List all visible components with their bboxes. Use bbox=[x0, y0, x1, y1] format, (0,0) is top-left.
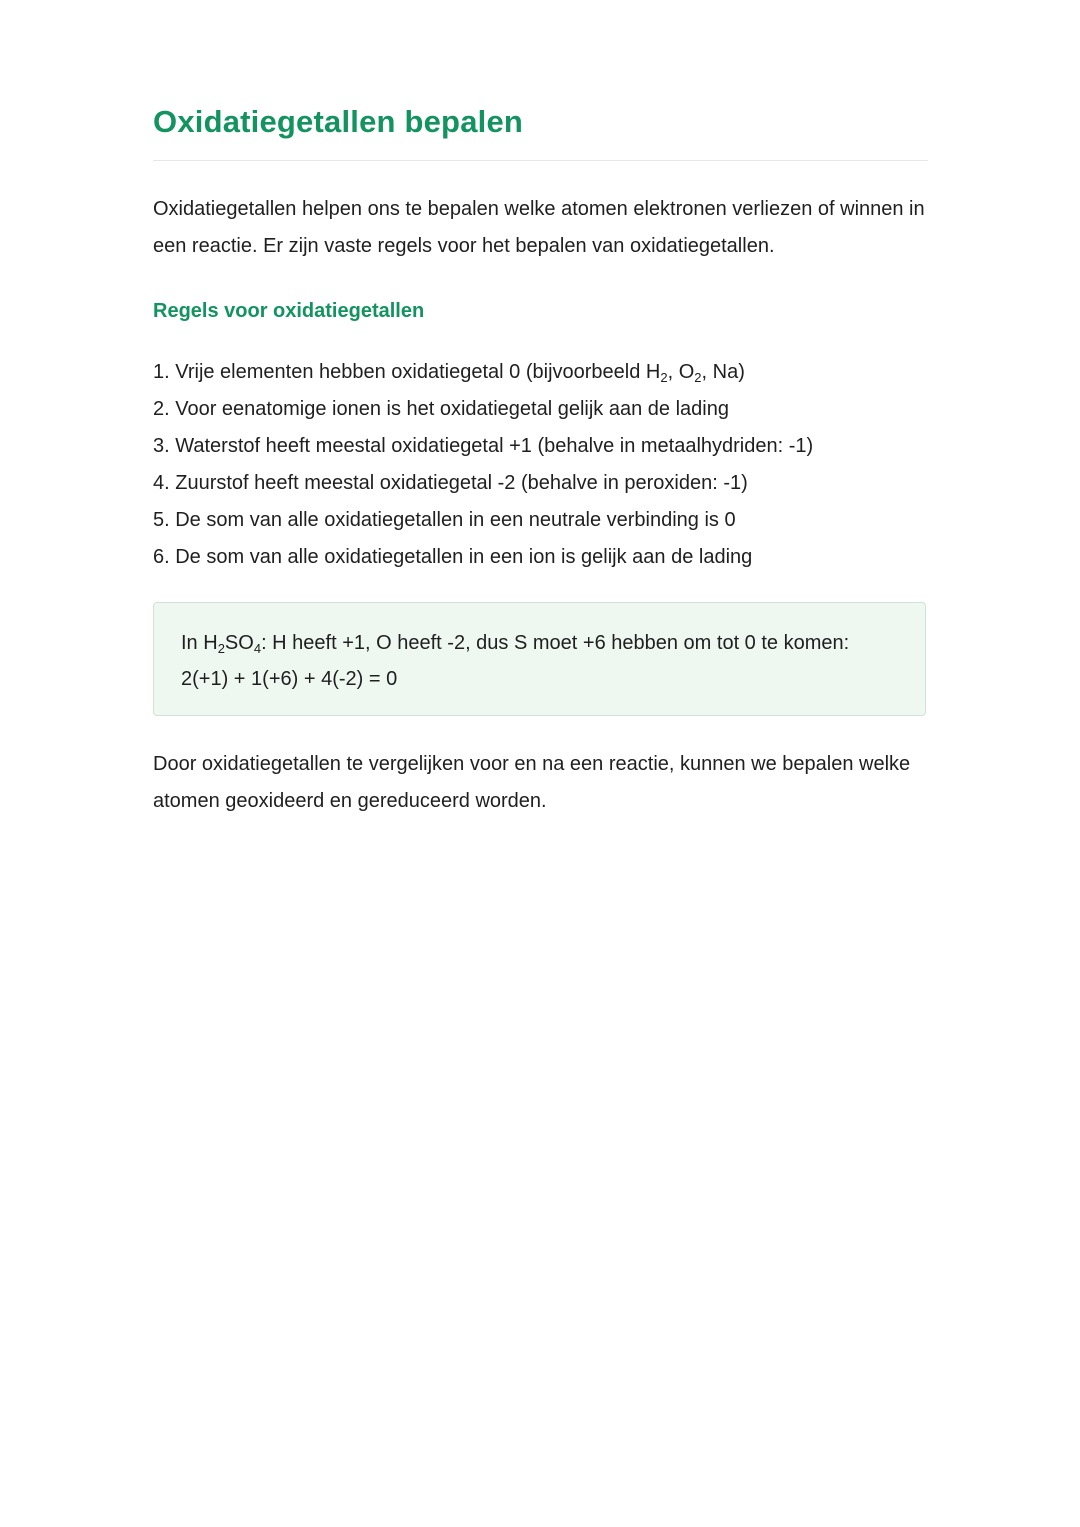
example-mid: SO bbox=[224, 632, 254, 654]
rule-item-4: 4. Zuurstof heeft meestal oxidatiegetal -2 (behalve in peroxiden: -1) bbox=[153, 472, 748, 494]
example-callout bbox=[153, 602, 926, 716]
rule-1-suffix: , Na) bbox=[701, 361, 745, 383]
rule-item-1 bbox=[153, 354, 928, 391]
rule-1-mid: , O bbox=[667, 361, 695, 383]
intro-paragraph: Oxidatiegetallen helpen ons te bepalen welke atomen elektronen verliezen of winnen in een reactie. Er zijn vaste regels voor het bepalen van oxidatiegetallen. bbox=[153, 198, 925, 257]
rules-list bbox=[153, 354, 928, 576]
rules-heading: Regels voor oxidatiegetallen bbox=[153, 300, 425, 322]
rule-item-2: 2. Voor eenatomige ionen is het oxidatiegetal gelijk aan de lading bbox=[153, 398, 729, 420]
title-divider bbox=[153, 160, 928, 161]
example-sub-o: 4 bbox=[253, 641, 262, 656]
example-prefix: In H bbox=[181, 632, 218, 654]
rule-item-3: 3. Waterstof heeft meestal oxidatiegetal +1 (behalve in metaalhydriden: -1) bbox=[153, 435, 814, 457]
example-text bbox=[181, 625, 901, 697]
rule-item-6: 6. De som van alle oxidatiegetallen in een ion is gelijk aan de lading bbox=[153, 546, 753, 568]
example-suffix: : H heeft +1, O heeft -2, dus S moet +6 hebben om tot 0 te komen: 2(+1) + 1(+6) + 4(-2) = 0 bbox=[181, 632, 850, 690]
example-sub-h: 2 bbox=[217, 641, 225, 656]
rule-1-sub-h: 2 bbox=[660, 370, 668, 385]
rule-1-prefix: 1. Vrije elementen hebben oxidatiegetal 0 (bijvoorbeeld H bbox=[153, 361, 661, 383]
page-title: Oxidatiegetallen bepalen bbox=[153, 104, 524, 139]
rule-1-sub-o: 2 bbox=[694, 370, 702, 385]
outro-paragraph: Door oxidatiegetallen te vergelijken voor en na een reactie, kunnen we bepalen welke atomen geoxideerd en gereduceerd worden. bbox=[153, 753, 911, 812]
rule-item-5: 5. De som van alle oxidatiegetallen in een neutrale verbinding is 0 bbox=[153, 509, 736, 531]
